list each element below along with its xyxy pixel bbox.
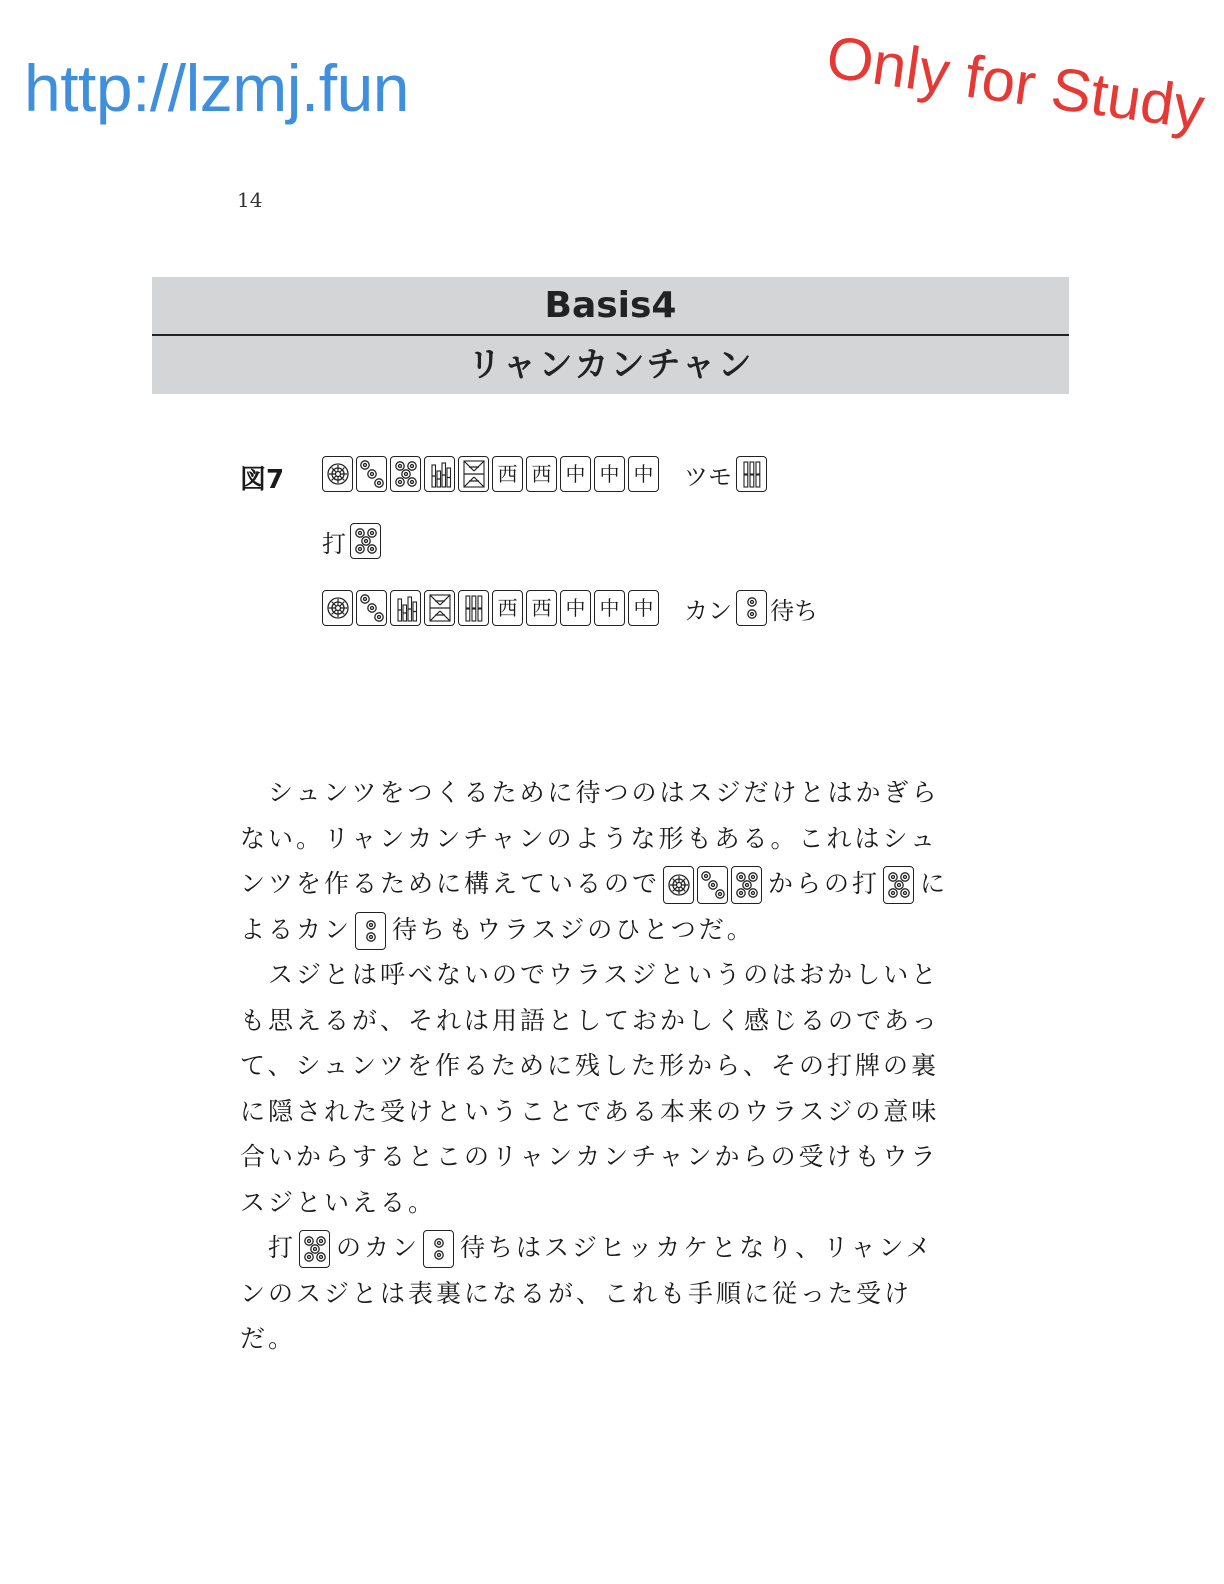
mahjong-tile-3p [356, 590, 387, 626]
paragraph-1 [240, 770, 960, 952]
mahjong-tile-2p [423, 1230, 454, 1268]
mahjong-tile-2p [355, 912, 386, 950]
mahjong-tile-2p [736, 590, 767, 626]
section-header [152, 277, 1069, 394]
mahjong-tile-red: 中 [594, 590, 625, 626]
mahjong-tile-5m [424, 590, 455, 626]
figure-row-hand [322, 456, 770, 492]
p1-discard-tile [883, 866, 917, 904]
mahjong-tile-5p [731, 866, 762, 904]
mahjong-tile-5m [458, 456, 489, 492]
paragraph-2 [240, 952, 960, 1225]
section-title: Basis4 [544, 285, 677, 326]
mahjong-tile-3p [697, 866, 728, 904]
section-subtitle: リャンカンチャン [467, 345, 754, 385]
mahjong-tile-5p [299, 1230, 330, 1268]
mahjong-tile-west: 西 [492, 456, 523, 492]
p3-text-a: 打 [268, 1233, 297, 1262]
p1-tiles [663, 866, 765, 904]
watermark-url: http://lzmj.fun [24, 51, 409, 125]
mahjong-tile-3p [356, 456, 387, 492]
mahjong-tile-1p [663, 866, 694, 904]
watermark-note: Only for Study [822, 22, 1209, 143]
p1-text-a: シュンツをつくるために待つのはスジだけとはかぎらない。リャンカンチャンのような形もある。これはシュンツを作るために構えているので [240, 778, 940, 898]
body-text [240, 770, 960, 1362]
mahjong-tile-6s [458, 590, 489, 626]
result-hand-tiles [322, 590, 662, 626]
mahjong-tile-west: 西 [526, 456, 557, 492]
p1-text-d: 待ちもウラスジのひとつだ。 [392, 914, 755, 944]
p3-wait-tile [423, 1230, 457, 1268]
wait-tile [736, 590, 770, 626]
mahjong-tile-red: 中 [560, 456, 591, 492]
tsumo-label: ツモ [684, 462, 732, 491]
mahjong-tile-west: 西 [526, 590, 557, 626]
p2-text: スジとは呼べないのでウラスジというのはおかしいとも思えるが、それは用語としておかしく感じるのであって、シュンツを作るために残した形から、その打牌の裏に隠された受けということである本来のウラスジの意味合いからするとこのリャンカンチャンからの受けもウラスジといえる。 [240, 960, 940, 1217]
discard-tile [350, 523, 384, 559]
mahjong-tile-5p [350, 523, 381, 559]
figure-label: 図7 [240, 465, 285, 495]
figure-row-discard [322, 523, 384, 559]
p1-text-b: からの打 [768, 869, 881, 898]
mahjong-tile-4s [424, 456, 455, 492]
mahjong-tile-6s [736, 456, 767, 492]
mahjong-tile-5p [883, 866, 914, 904]
mahjong-tile-4s [390, 590, 421, 626]
mahjong-tile-west: 西 [492, 590, 523, 626]
hand-tiles [322, 456, 662, 492]
p1-wait-tile [355, 912, 389, 950]
mahjong-tile-1p [322, 590, 353, 626]
p3-discard-tile [299, 1230, 333, 1268]
figure-row-wait [322, 590, 822, 626]
mahjong-tile-red: 中 [560, 590, 591, 626]
mahjong-tile-red: 中 [594, 456, 625, 492]
wait-suffix: 待ち [770, 596, 818, 625]
discard-label: 打 [322, 529, 346, 558]
mahjong-tile-1p [322, 456, 353, 492]
wait-label: カン [684, 596, 732, 625]
mahjong-tile-red: 中 [628, 456, 659, 492]
mahjong-tile-red: 中 [628, 590, 659, 626]
page-number: 14 [237, 188, 263, 212]
p3-text-c: 待ちはスジヒッカケとなり、リャンメンのスジとは表裏になるが、これも手順に従った受けだ。 [240, 1233, 934, 1353]
mahjong-tile-5p [390, 456, 421, 492]
paragraph-3 [240, 1225, 960, 1362]
p1-text-c: によるカン [240, 869, 949, 944]
tsumo-tile [736, 456, 770, 492]
p3-text-b: のカン [336, 1233, 421, 1262]
